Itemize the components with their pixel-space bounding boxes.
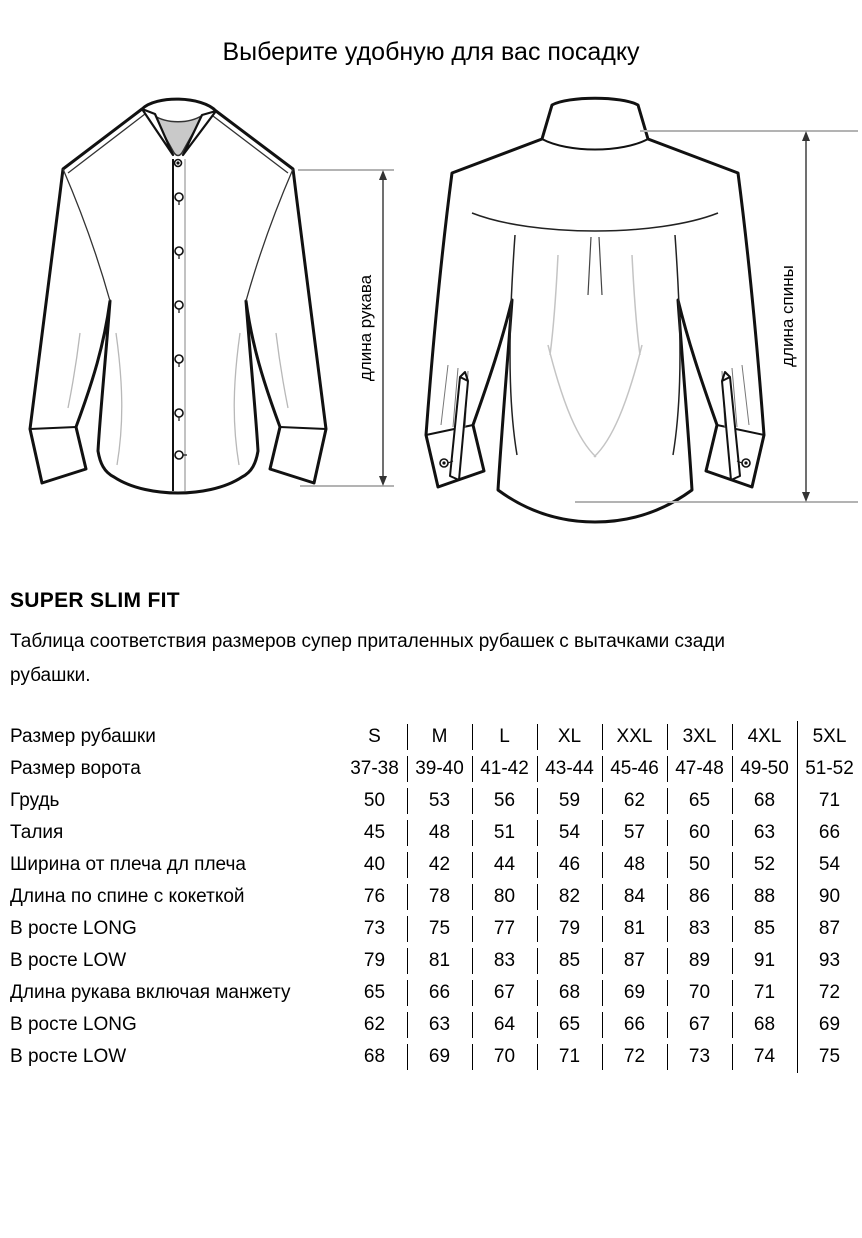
size-value: 71 [537,1041,602,1073]
size-value: 45-46 [602,753,667,785]
size-value: 56 [472,785,537,817]
size-value: 84 [602,881,667,913]
size-value: 62 [363,1014,386,1035]
size-value: 37-38 [350,758,399,779]
row-label: Длина по спине с кокеткой [10,886,245,907]
size-value: 81 [602,913,667,945]
size-value: 89 [667,945,732,977]
back-length-label: длина спины [778,265,797,367]
size-value: 65 [363,982,386,1003]
row-label: В росте LONG [10,918,137,939]
row-label: В росте LONG [10,1014,137,1035]
size-value: 60 [667,817,732,849]
size-value: 72 [797,977,862,1009]
fit-heading: SUPER SLIM FIT [10,589,180,612]
table-row [0,721,862,753]
size-value: 5XL [797,721,862,753]
measurement-arrows [0,75,862,575]
size-value: 57 [602,817,667,849]
size-value: 70 [472,1041,537,1073]
size-value: 51-52 [797,753,862,785]
size-value: 49-50 [732,753,797,785]
row-label: Ширина от плеча дл плеча [10,854,246,875]
row-label: Размер рубашки [10,726,156,747]
size-value: 80 [472,881,537,913]
size-value: 69 [797,1009,862,1041]
size-value: 79 [363,950,386,971]
size-value: 54 [797,849,862,881]
size-value: 72 [602,1041,667,1073]
size-value: 93 [797,945,862,977]
row-label: Талия [10,822,64,843]
table-row [0,753,862,785]
size-value: 47-48 [667,753,732,785]
size-value: 51 [472,817,537,849]
size-value: 66 [602,1009,667,1041]
size-value: 67 [667,1009,732,1041]
size-value: 83 [472,945,537,977]
row-label: Длина рукава включая манжету [10,982,291,1003]
size-value: 41-42 [472,753,537,785]
size-value: 85 [537,945,602,977]
size-value: 48 [602,849,667,881]
size-value: L [472,721,537,753]
size-value: 73 [363,918,386,939]
size-value: 70 [667,977,732,1009]
table-row [0,945,862,977]
back-length-arrow [802,131,810,502]
row-label: В росте LOW [10,950,127,971]
size-guide-page [0,38,862,1238]
size-value: 40 [363,854,386,875]
size-value: 77 [472,913,537,945]
table-row [0,1009,862,1041]
size-value: 52 [732,849,797,881]
size-value: 46 [537,849,602,881]
size-value: 62 [602,785,667,817]
size-value: 73 [667,1041,732,1073]
size-value: 63 [732,817,797,849]
size-value: 66 [407,977,472,1009]
size-value: XXL [602,721,667,753]
size-value: 71 [732,977,797,1009]
size-value: 81 [407,945,472,977]
table-row [0,913,862,945]
size-value: 68 [732,785,797,817]
size-value: XL [537,721,602,753]
size-value: 83 [667,913,732,945]
size-value: 86 [667,881,732,913]
fit-description: Таблица соответствия размеров супер приталенных рубашек с вытачками сзади рубашки. [10,631,726,686]
table-row [0,785,862,817]
row-label: В росте LOW [10,1046,127,1067]
table-row [0,849,862,881]
size-value: 85 [732,913,797,945]
size-value: 66 [797,817,862,849]
size-value: 65 [667,785,732,817]
row-label: Грудь [10,790,60,811]
size-value: 50 [667,849,732,881]
size-value: 48 [407,817,472,849]
size-value: 75 [407,913,472,945]
size-value: 68 [732,1009,797,1041]
size-table-body [0,721,862,1073]
size-value: S [368,726,381,747]
sleeve-length-arrow [379,170,387,486]
size-value: 59 [537,785,602,817]
size-value: 79 [537,913,602,945]
sleeve-length-label: длина рукава [356,274,375,382]
extension-lines [298,131,858,502]
size-value: 90 [797,881,862,913]
size-value: 44 [472,849,537,881]
size-value: 53 [407,785,472,817]
size-value: 50 [363,790,386,811]
size-value: 82 [537,881,602,913]
size-value: 75 [797,1041,862,1073]
size-value: 65 [537,1009,602,1041]
size-value: M [407,721,472,753]
size-value: 91 [732,945,797,977]
shirt-diagrams [0,75,862,575]
size-value: 39-40 [407,753,472,785]
size-value: 68 [363,1046,386,1067]
size-value: 88 [732,881,797,913]
row-label: Размер ворота [10,758,141,779]
size-value: 4XL [732,721,797,753]
size-value: 64 [472,1009,537,1041]
size-value: 67 [472,977,537,1009]
page-title: Выберите удобную для вас посадку [222,38,640,66]
size-value: 87 [797,913,862,945]
size-value: 54 [537,817,602,849]
size-value: 42 [407,849,472,881]
size-value: 74 [732,1041,797,1073]
table-row [0,881,862,913]
size-value: 3XL [667,721,732,753]
size-value: 78 [407,881,472,913]
size-value: 71 [797,785,862,817]
table-row [0,817,862,849]
size-value: 69 [407,1041,472,1073]
size-table [0,721,862,1073]
table-row [0,1041,862,1073]
size-value: 43-44 [537,753,602,785]
size-value: 68 [537,977,602,1009]
size-value: 76 [363,886,386,907]
size-value: 45 [363,822,386,843]
table-row [0,977,862,1009]
size-value: 87 [602,945,667,977]
size-value: 63 [407,1009,472,1041]
size-value: 69 [602,977,667,1009]
